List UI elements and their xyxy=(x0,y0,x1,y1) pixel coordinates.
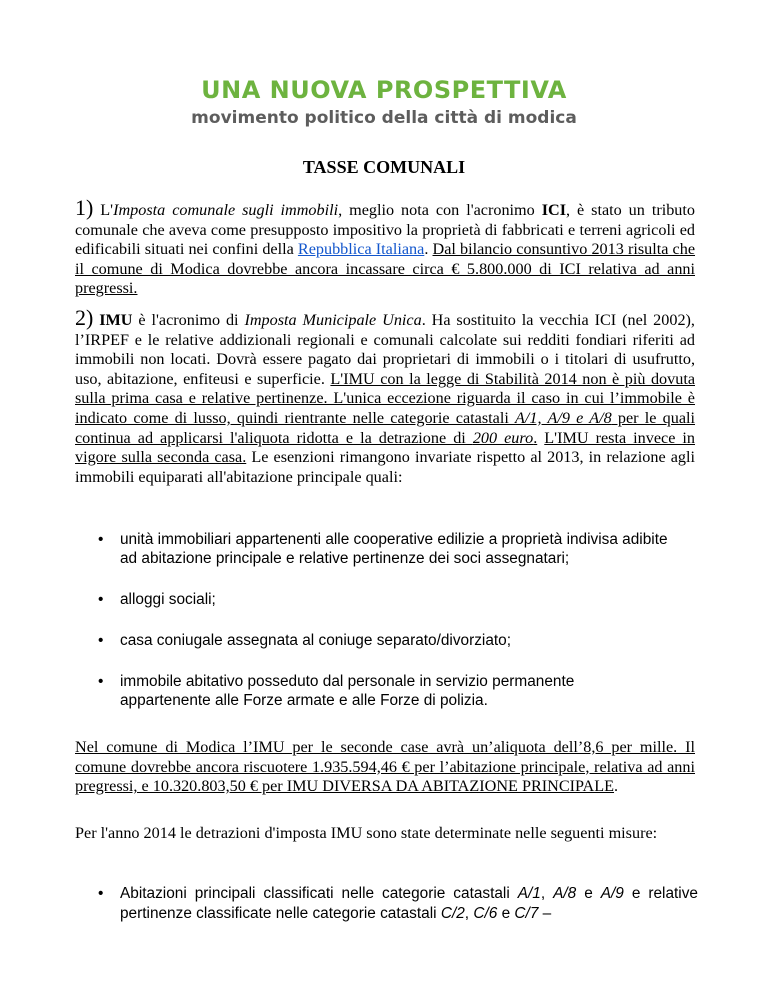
list-item xyxy=(98,672,668,710)
text-italic: A/1 xyxy=(517,885,541,902)
text: L' xyxy=(93,201,114,219)
document-title: TASSE COMUNALI xyxy=(302,157,466,177)
text: – xyxy=(538,904,552,922)
paragraph-detrazioni: Per l'anno 2014 le detrazioni d'imposta IMU sono state determinate nelle seguenti misure: xyxy=(75,824,658,842)
section-number: 1) xyxy=(75,195,94,220)
paragraph-modica-imu xyxy=(75,738,695,797)
text-underlined: . xyxy=(533,428,538,447)
bullet-icon: • xyxy=(98,591,104,608)
text: Le esenzioni rimangono invariate rispetto al 2013, in relazione agli immobili equiparati all'abitazione principale quali: xyxy=(75,448,695,486)
paragraph-imu xyxy=(75,305,695,487)
text: e xyxy=(576,885,601,902)
text: e relative pertinenze classificate nelle categorie catastali xyxy=(120,885,698,922)
header-subtitle: movimento politico della città di modica xyxy=(191,108,577,128)
list-item xyxy=(98,530,668,568)
text-underlined: L'IMU resta invece in vigore sulla seconda casa. xyxy=(75,428,695,467)
text: , è stato un tributo comunale che aveva come presupposto impositivo la proprietà di fabbricati e terreni agricoli ed edificabili situati nei confini della xyxy=(75,201,695,259)
bullet-icon: • xyxy=(98,632,104,649)
detrazioni-list xyxy=(98,884,698,923)
text-underlined-italic: 200 euro xyxy=(472,428,534,447)
text-italic: C/7 xyxy=(514,904,539,922)
list-item xyxy=(98,631,668,650)
list-item-text: alloggi sociali; xyxy=(120,591,216,608)
exemption-list xyxy=(98,530,668,710)
text-bold: IMU xyxy=(93,311,133,329)
list-item-text: immobile abitativo posseduto dal personale in servizio permanente appartenente alle Forze armate e alle Forze di polizia. xyxy=(120,673,575,709)
text: è l'acronimo di xyxy=(132,311,245,329)
text-italic: A/9 xyxy=(600,885,624,902)
text: e xyxy=(497,904,515,922)
text-italic: Imposta comunale sugli immobili xyxy=(113,201,339,219)
text: , meglio nota con l'acronimo xyxy=(338,201,542,219)
link-repubblica-italiana[interactable]: Repubblica Italiana xyxy=(297,240,425,259)
header-title: UNA NUOVA PROSPETTIVA xyxy=(201,76,567,104)
section-number: 2) xyxy=(75,305,94,330)
text-underlined: L'IMU con la legge di Stabilità 2014 non è più dovuta sulla prima casa e relative pertinenze. L'unica eccezione riguarda il caso in cui l’immobile è indicato come di lusso, quindi rientrante nelle categorie catastali xyxy=(75,369,695,427)
bullet-icon: • xyxy=(98,531,104,548)
text: . xyxy=(614,777,619,796)
list-item xyxy=(98,884,698,923)
text-underlined: per le quali continua ad applicarsi l'aliquota ridotta e la detrazione di xyxy=(75,408,695,447)
text-italic: C/2 xyxy=(440,904,465,922)
text: , xyxy=(464,904,474,922)
text: , xyxy=(540,885,554,902)
text: . Ha sostituito la vecchia ICI (nel 2002), l’IRPEF e le relative addizionali regionali e comunali calcolate sui redditi fondiari riferiti ad immobili non locati. Dovrà essere pagato dai proprietari di immobili o i titolari di usufrutto, uso, abitazione, enfiteusi e superficie. xyxy=(75,311,695,388)
list-item-text: casa coniugale assegnata al coniuge separato/divorziato; xyxy=(120,632,512,649)
paragraph-ici xyxy=(75,195,696,299)
text: . xyxy=(424,240,433,259)
bullet-icon: • xyxy=(98,885,104,902)
text-underlined-italic: A/1, A/9 e A/8 xyxy=(515,408,612,427)
text-bold: ICI xyxy=(541,201,566,219)
text: Abitazioni principali classificati nelle categorie catastali xyxy=(120,885,518,902)
text-italic: A/8 xyxy=(553,885,577,902)
text-italic: C/6 xyxy=(473,904,498,922)
text-italic: Imposta Municipale Unica xyxy=(244,311,422,329)
text-underlined: Dal bilancio consuntivo 2013 risulta che il comune di Modica dovrebbe ancora incassare circa € 5.800.000 di ICI relativa ad anni pregressi. xyxy=(75,240,696,298)
bullet-icon: • xyxy=(98,673,104,690)
list-item xyxy=(98,590,668,609)
list-item-text: unità immobiliari appartenenti alle cooperative edilizie a proprietà indivisa adibite ad abitazione principale e relative pertinenze dei soci assegnatari; xyxy=(120,531,668,567)
text-underlined: Nel comune di Modica l’IMU per le seconde case avrà un’aliquota dell’8,6 per mille. Il comune dovrebbe ancora riscuotere 1.935.594,46 € per l’abitazione principale, relativa ad anni pregressi, e 10.320.803,50 € per IMU DIVERSA DA ABITAZIONE PRINCIPALE xyxy=(75,738,695,796)
